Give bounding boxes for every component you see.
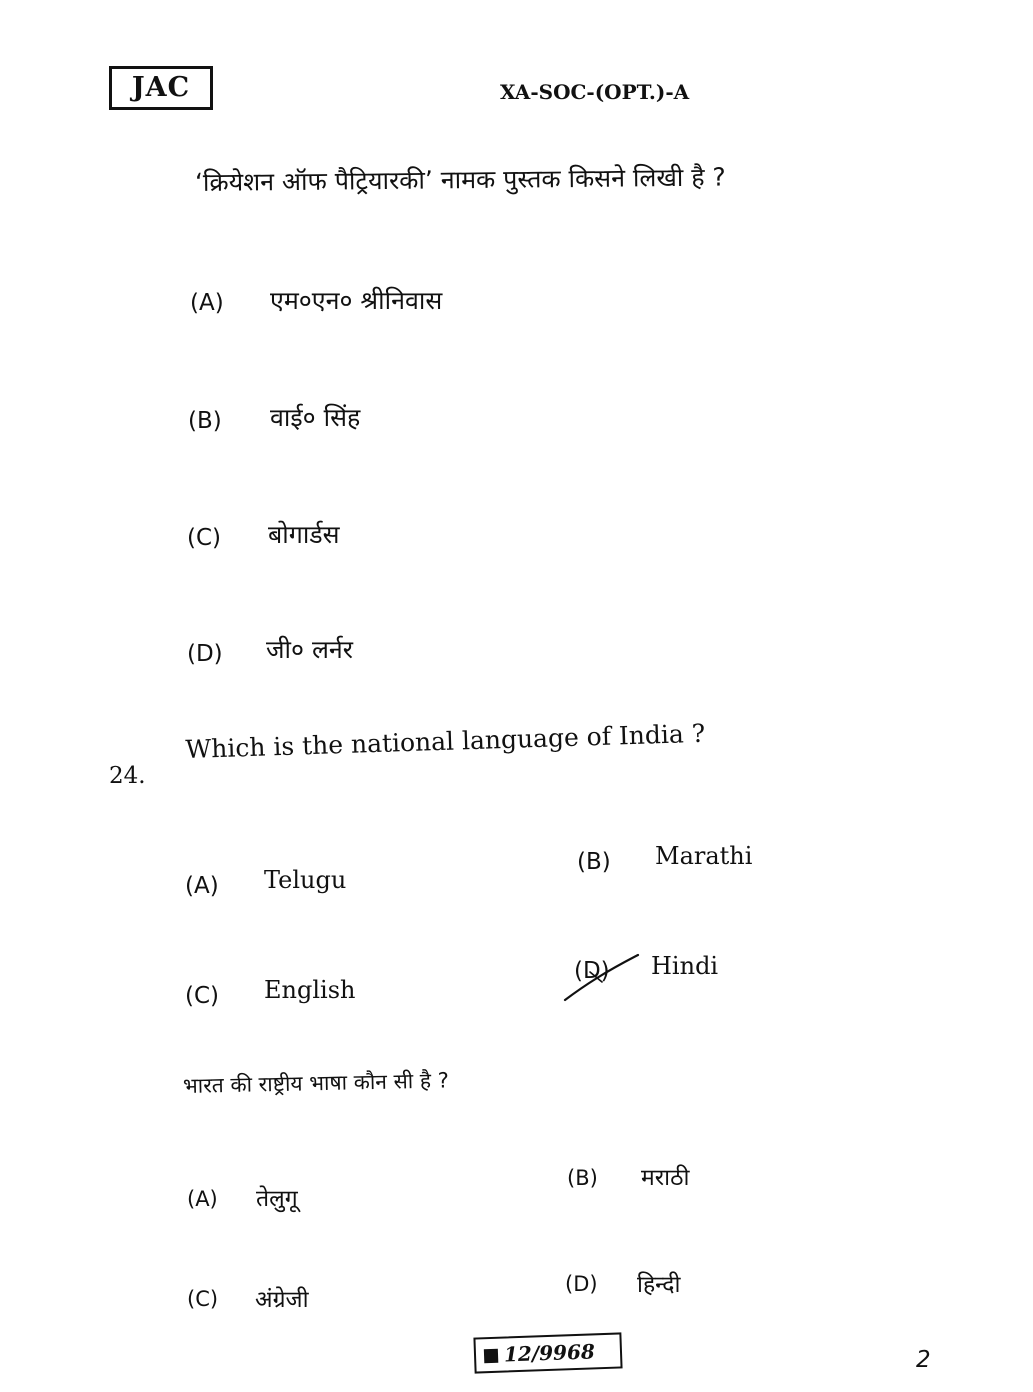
q24-hindi-option-a-text: तेलुगू	[256, 1186, 298, 1212]
paper-code: XA-SOC-(OPT.)-A	[500, 80, 690, 104]
q24-hindi-option-d-text: हिन्दी	[637, 1272, 681, 1298]
q23-option-d-label: (D)	[187, 641, 223, 667]
q23-option-d-text: जी० लर्नर	[266, 635, 354, 664]
q24-hindi-option-c-text: अंग्रेजी	[255, 1287, 309, 1313]
q24-hindi-option-b-label: (B)	[567, 1166, 598, 1190]
q23-option-b-label: (B)	[188, 408, 222, 434]
q23-option-a-label: (A)	[190, 290, 224, 316]
q24-hindi-option-a-label: (A)	[187, 1187, 218, 1211]
board-logo-box	[109, 66, 213, 110]
q24-option-c-text: English	[264, 976, 356, 1004]
question-24-number: 24.	[109, 763, 146, 789]
board-name: JAC	[131, 72, 191, 103]
square-icon	[484, 1349, 498, 1363]
q24-option-d-text: Hindi	[651, 952, 719, 980]
q24-option-a-label: (A)	[185, 873, 219, 899]
q24-option-a-text: Telugu	[264, 866, 347, 894]
question-23-hindi-text: ‘क्रियेशन ऑफ पैट्रियारकी’ नामक पुस्तक किसने लिखी है ?	[194, 162, 726, 197]
q24-hindi-option-d-label: (D)	[565, 1272, 598, 1296]
page-number: 2	[916, 1347, 931, 1373]
q23-option-c-label: (C)	[187, 525, 222, 551]
q24-option-c-label: (C)	[185, 983, 220, 1009]
q24-hindi-option-c-label: (C)	[187, 1287, 219, 1311]
q23-option-c-text: बोगार्डस	[268, 520, 340, 549]
q24-option-b-label: (B)	[577, 849, 611, 875]
q24-hindi-option-b-text: मराठी	[641, 1165, 690, 1191]
question-24-text: Which is the national language of India ?	[185, 718, 706, 764]
booklet-code: 12/9968	[503, 1339, 596, 1367]
answer-tick-mark	[560, 950, 650, 1005]
q23-option-a-text: एम०एन० श्रीनिवास	[270, 286, 443, 315]
q23-option-b-text: वाई० सिंह	[270, 403, 361, 432]
q24-option-d-label: (D)	[574, 958, 610, 984]
q24-option-b-text: Marathi	[655, 842, 753, 870]
question-24-hindi-text: भारत की राष्ट्रीय भाषा कौन सी है ?	[182, 1068, 450, 1098]
booklet-code-box	[473, 1332, 622, 1373]
